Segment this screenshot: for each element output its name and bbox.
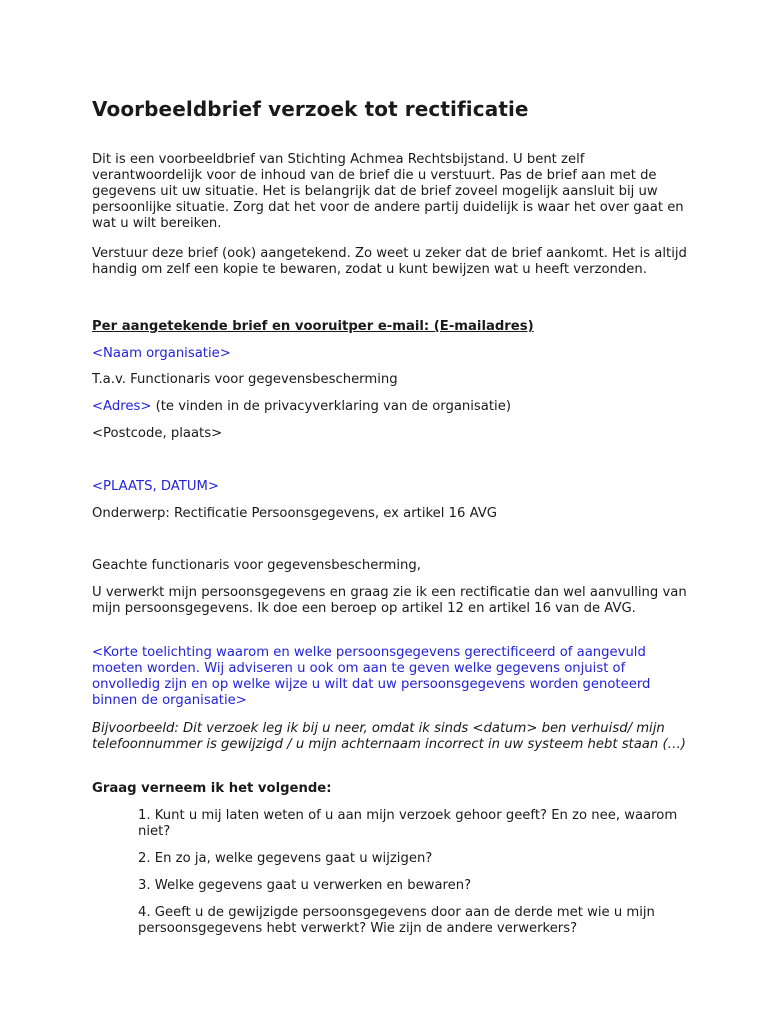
request-paragraph: U verwerkt mijn persoonsgegevens en graag zie ik een rectificatie dan wel aanvulling van mijn persoonsgegevens. Ik doe een beroep op artikel 12 en artikel 16 van de AVG.	[92, 585, 687, 616]
delivery-heading: Per aangetekende brief en vooruitper e-mail: (E-mailadres)	[92, 319, 534, 334]
explanation-instruction: <Korte toelichting waarom en welke persoonsgegevens gerectificeerd of aangevuld moeten worden. Wij adviseren u ook om aan te geven welke gegevens onjuist of onvolledig zijn en op welke wijze u wilt dat uw persoonsgegevens worden genoteerd binnen de organisatie>	[92, 645, 651, 708]
attention-line: T.a.v. Functionaris voor gegevensbescherming	[92, 372, 398, 387]
salutation: Geachte functionaris voor gegevensbescherming,	[92, 558, 421, 573]
address-placeholder: <Adres>	[92, 399, 152, 414]
questions-heading: Graag verneem ik het volgende:	[92, 781, 332, 796]
postcode-line: <Postcode, plaats>	[92, 426, 223, 441]
question-item: 3. Welke gegevens gaat u verwerken en bewaren?	[138, 878, 472, 893]
sending-advice-paragraph: Verstuur deze brief (ook) aangetekend. Zo weet u zeker dat de brief aankomt. Het is altijd handig om zelf een kopie te bewaren, zodat u kunt bewijzen wat u heeft verzonden.	[92, 246, 687, 277]
document-title: Voorbeeldbrief verzoek tot rectificatie	[92, 97, 529, 121]
subject-line: Onderwerp: Rectificatie Persoonsgegevens, ex artikel 16 AVG	[92, 506, 498, 521]
question-item: 4. Geeft u de gewijzigde persoonsgegevens door aan de derde met wie u mijn persoonsgegevens hebt verwerkt? Wie zijn de andere verwerkers?	[138, 905, 655, 936]
intro-paragraph: Dit is een voorbeeldbrief van Stichting Achmea Rechtsbijstand. U bent zelf verantwoordelijk voor de inhoud van de brief die u verstuurt. Pas de brief aan met de gegevens uit uw situatie. Het is belangrijk dat de brief zoveel mogelijk aansluit bij uw persoonlijke situatie. Zorg dat het voor de andere partij duidelijk is waar het over gaat en wat u wilt bereiken.	[92, 152, 684, 231]
question-item: 1. Kunt u mij laten weten of u aan mijn verzoek gehoor geeft? En zo nee, waarom niet?	[138, 808, 678, 839]
address-line	[92, 399, 692, 415]
place-date-placeholder: <PLAATS, DATUM>	[92, 479, 219, 494]
address-note: (te vinden in de privacyverklaring van de organisatie)	[151, 399, 511, 414]
organisation-name-placeholder: <Naam organisatie>	[92, 346, 231, 361]
example-paragraph: Bijvoorbeeld: Dit verzoek leg ik bij u neer, omdat ik sinds <datum> ben verhuisd/ mijn telefoonnummer is gewijzigd / u mijn achternaam incorrect in uw systeem hebt staan (…)	[92, 721, 686, 752]
question-item: 2. En zo ja, welke gegevens gaat u wijzigen?	[138, 851, 433, 866]
